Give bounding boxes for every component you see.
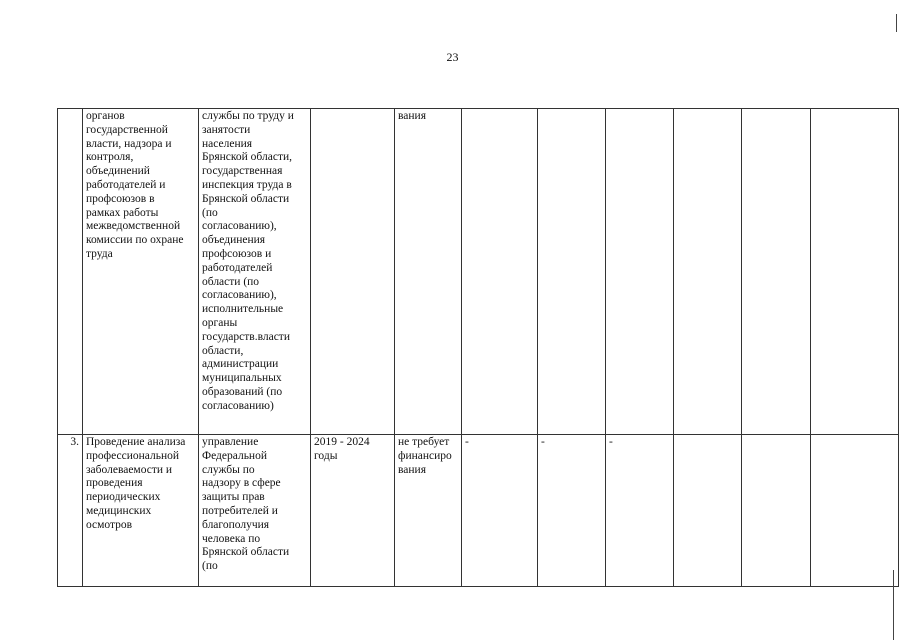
executor-cell: службы по труду и занятости населения Брянской области, государственная инспекция труда в Брянской области (по согласованию), объединения профсоюзов и работодателей области (по согласованию), исполнительные органы государств.власти области, администрации муниципальных образований (по согласованию) — [199, 109, 311, 435]
measure-name-cell: Проведение анализа профессиональной заболеваемости и проведения периодических медицинских осмотров — [83, 435, 199, 587]
extra-cell — [811, 109, 899, 435]
funding-amount-cell — [742, 109, 811, 435]
program-table — [57, 108, 899, 587]
table-row — [58, 109, 899, 435]
scan-edge-mark — [893, 570, 894, 640]
funding-amount-cell — [674, 109, 742, 435]
row-number-cell — [58, 109, 83, 435]
funding-amount-cell: - — [462, 435, 538, 587]
funding-amount-cell: - — [538, 435, 606, 587]
period-cell: 2019 - 2024 годы — [311, 435, 395, 587]
executor-cell: управление Федеральной службы по надзору в сфере защиты прав потребителей и благополучия человека по Брянской области (по — [199, 435, 311, 587]
funding-amount-cell — [462, 109, 538, 435]
funding-amount-cell: - — [606, 435, 674, 587]
page-number: 23 — [446, 50, 459, 64]
row-number-cell: 3. — [58, 435, 83, 587]
table-row — [58, 435, 899, 587]
measure-name-cell: органов государственной власти, надзора и контроля, объединений работодателей и профсоюзов в рамках работы межведомственной комиссии по охране труда — [83, 109, 199, 435]
funding-amount-cell — [606, 109, 674, 435]
scan-edge-mark — [896, 14, 897, 32]
funding-amount-cell — [742, 435, 811, 587]
extra-cell — [811, 435, 899, 587]
funding-amount-cell — [538, 109, 606, 435]
period-cell — [311, 109, 395, 435]
funding-source-cell: вания — [395, 109, 462, 435]
funding-source-cell: не требует финансиро вания — [395, 435, 462, 587]
funding-amount-cell — [674, 435, 742, 587]
